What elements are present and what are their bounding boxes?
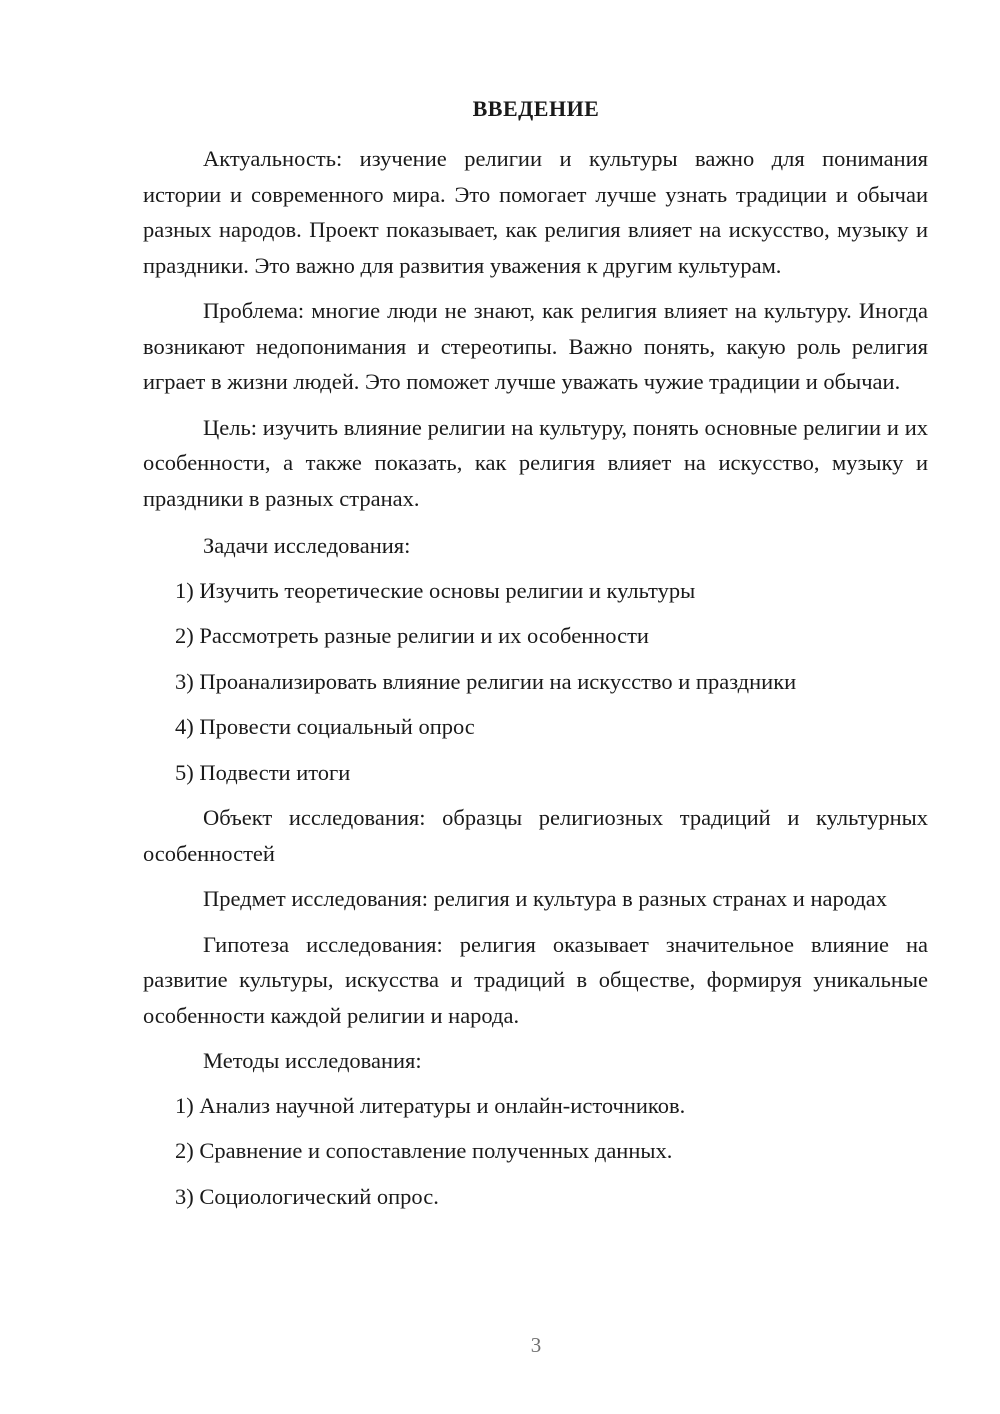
page-number: 3 (530, 1333, 542, 1357)
list-item: 2) Рассмотреть разные религии и их особенности (175, 623, 649, 648)
hypothesis-paragraph: Гипотеза исследования: религия оказывает значительное влияние на развитие культуры, искусства и традиций в обществе, формируя уникальные особенности каждой религии и народа. (143, 931, 928, 1028)
relevance-paragraph: Актуальность: изучение религии и культуры важно для понимания истории и современного мира. Это помогает лучше узнать традиции и обычаи разных народов. Проект показывает, как религия влияет на искусство, музыку и праздники. Это важно для развития уважения к другим культурам. (143, 146, 928, 278)
goal-paragraph: Цель: изучить влияние религии на культуру, понять основные религии и их особенности, а также показать, как религия влияет на искусство, музыку и праздники в разных странах. (143, 414, 928, 511)
methods-title: Методы исследования: (203, 1048, 422, 1073)
list-item: 5) Подвести итоги (175, 759, 351, 785)
list-item: 3) Проанализировать влияние религии на искусство и праздники (175, 668, 797, 694)
list-item: 1) Анализ научной литературы и онлайн-источников. (175, 1092, 686, 1118)
subject-paragraph: Предмет исследования: религия и культура в разных странах и народах (203, 886, 888, 911)
list-item: 1) Изучить теоретические основы религии и культуры (175, 577, 696, 603)
page-title: ВВЕДЕНИЕ (472, 96, 600, 121)
problem-paragraph: Проблема: многие люди не знают, как религия влияет на культуру. Иногда возникают недопонимания и стереотипы. Важно понять, какую роль религия играет в жизни людей. Это поможет лучше уважать чужие традиции и обычаи. (143, 298, 928, 394)
object-paragraph: Объект исследования: образцы религиозных традиций и культурных особенностей (143, 805, 928, 866)
list-item: 4) Провести социальный опрос (175, 714, 475, 739)
document-body (143, 141, 928, 1224)
tasks-title: Задачи исследования: (203, 533, 411, 558)
list-item: 3) Социологический опрос. (175, 1183, 439, 1209)
list-item: 2) Сравнение и сопоставление полученных данных. (175, 1138, 673, 1163)
